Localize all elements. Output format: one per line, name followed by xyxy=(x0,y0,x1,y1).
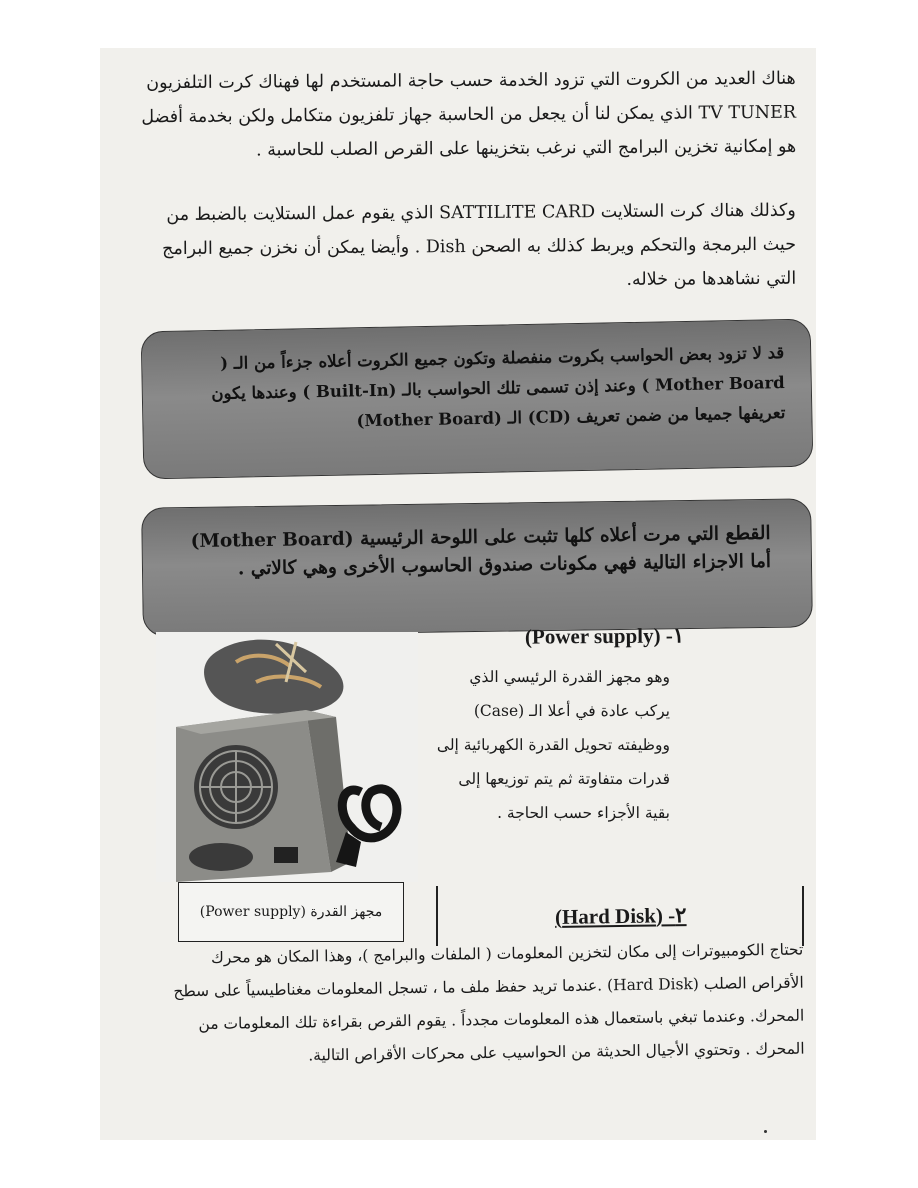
divider-line-left xyxy=(436,886,438,946)
power-supply-caption-text: مجهز القدرة (Power supply) xyxy=(199,904,383,920)
intro-paragraph-tv-tuner: هناك العديد من الكروت التي تزود الخدمة حسب حاجة المستخدم لها فهناك كرت التلفزيون TV TUNER الذي يمكن لنا أن يجعل من الحاسبة جهاز تلفزيون متكامل ولكن بخدمة أفضل هو إمكانية تخزين البرامج التي نرغب بتخزينها على القرص الصلب للحاسبة . xyxy=(141,68,797,161)
note-box-built-in xyxy=(141,319,814,480)
scan-dot xyxy=(764,1130,767,1133)
power-supply-caption xyxy=(178,882,404,942)
power-supply-description: وهو مجهز القدرة الرئيسي الذي يركب عادة في أعلا الـ (Case) ووظيفته تحويل القدرة الكهربائية إلى قدرات متفاوتة ثم يتم توزيعها إلى بقية الأجزاء حسب الحاجة . xyxy=(436,668,670,822)
document-page xyxy=(100,48,816,1140)
hard-disk-heading: ٢- (Hard Disk) xyxy=(554,903,687,929)
note-motherboard-parts-text: القطع التي مرت أعلاه كلها تثبت على اللوحة الرئيسية (Mother Board) أما الاجزاء التالية فهي مكونات صندوق الحاسوب الأخرى وهي كالاتي . xyxy=(190,522,772,580)
power-supply-image xyxy=(156,632,418,882)
note-built-in-text: قد لا تزود بعض الحواسب بكروت منفصلة وتكون جميع الكروت أعلاه جزءاً من الـ ( Mother Board ) وعند إذن تسمى تلك الحواسب بالـ (Built-In ) وعندها يكون تعريفها جميعا من ضمن تعريف (CD) الـ (Mother Board) xyxy=(211,343,786,431)
hard-disk-description: تحتاج الكومبيوترات إلى مكان لتخزين المعلومات ( الملفات والبرامج )، وهذا المكان هو محرك الأقراص الصلب (Hard Disk) .عندما تريد حفظ ملف ما ، تسجل المعلومات مغناطيسياً على سطح المحرك. وعندما تبغي باستعمال هذه المعلومات مجدداً . يقوم القرص بقراءة تلك المعلومات من المحرك . وتحتوي الأجيال الحديثة من الحواسيب على محركات الأقراص التالية. xyxy=(173,940,805,1065)
note-box-motherboard-parts xyxy=(141,498,813,636)
power-supply-heading: ١- (Power supply) xyxy=(524,623,685,649)
power-supply-photo xyxy=(156,632,418,882)
intro-paragraph-satellite: وكذلك هناك كرت الستلايت SATTILITE CARD الذي يقوم عمل الستلايت بالضبط من حيث البرمجة والتحكم ويربط كذلك به الصحن Dish . وأيضا يمكن أن نخزن جميع البرامج التي نشاهدها من خلاله. xyxy=(162,200,797,290)
